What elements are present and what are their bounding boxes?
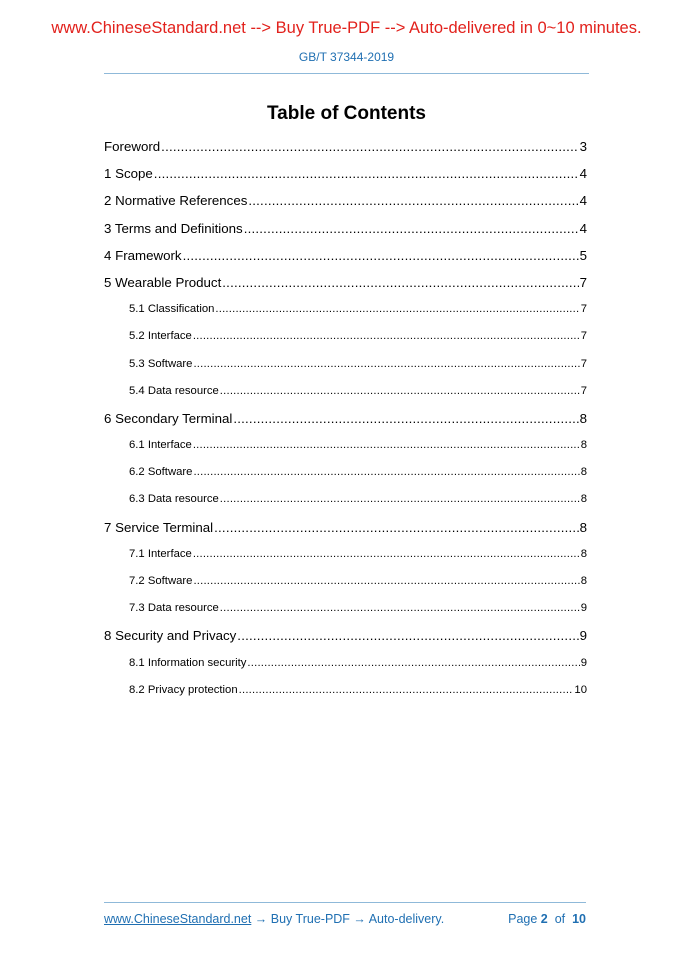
toc-dot-leader [214,514,578,541]
footer-purchase-link[interactable] [104,912,444,926]
toc-entry-label[interactable]: 8.2 Privacy protection [129,683,238,696]
toc-dot-leader [244,215,579,242]
toc-entry-label[interactable]: 5 Wearable Product [104,274,222,290]
toc-entry-label[interactable]: 6.3 Data resource [129,493,219,506]
toc-dot-leader [183,242,579,269]
toc-dot-leader [193,432,580,459]
toc-entry[interactable] [104,486,587,513]
toc-entry-label[interactable]: 5.4 Data resource [129,384,219,397]
toc-entry-label[interactable]: 6.2 Software [129,466,193,479]
toc-entry[interactable] [104,432,587,459]
toc-entry[interactable] [104,296,587,323]
toc-entry-page[interactable]: 8 [579,519,587,535]
toc-entry-page[interactable]: 4 [579,166,587,182]
toc-entry-label[interactable]: 5.2 Interface [129,330,192,343]
toc-entry-label[interactable]: 8 Security and Privacy [104,628,237,644]
toc-dot-leader [193,351,579,378]
toc-dot-leader [220,378,580,405]
toc-dot-leader [222,269,578,296]
toc-entry-page[interactable]: 8 [579,410,587,426]
toc-dot-leader [237,622,578,649]
toc-entry-label[interactable]: 3 Terms and Definitions [104,220,243,236]
toc-entry-label[interactable]: 6 Secondary Terminal [104,410,233,426]
toc-entry-page[interactable]: 8 [580,493,587,506]
toc-dot-leader [215,296,579,323]
toc-entry[interactable] [104,269,587,296]
toc-dot-leader [161,133,578,160]
toc-entry-page[interactable]: 8 [580,547,587,560]
document-code: GB/T 37344-2019 [298,50,395,64]
toc-entry-page[interactable]: 9 [579,628,587,644]
toc-entry[interactable] [104,622,587,649]
toc-dot-leader [239,677,574,704]
toc-entry-page[interactable]: 5 [579,247,587,263]
toc-entry-label[interactable]: 8.1 Information security [129,656,247,669]
toc-entry-page[interactable]: 8 [580,575,587,587]
toc-entry[interactable] [104,650,587,677]
toc-dot-leader [248,187,578,214]
toc-entry-label[interactable]: 4 Framework [104,247,182,263]
toc-dot-leader [220,486,580,513]
toc-entry[interactable] [104,568,587,595]
toc-entry[interactable] [104,351,587,378]
toc-entry-page[interactable]: 4 [579,220,587,236]
toc-entry-page[interactable]: 8 [580,466,587,479]
page-total: 10 [572,912,586,926]
toc-title: Table of Contents [266,103,427,124]
toc-entry-label[interactable]: 7 Service Terminal [104,519,214,535]
toc-entry[interactable] [104,187,587,214]
toc-dot-leader [154,160,579,187]
toc-entry[interactable] [104,677,587,704]
toc-entry[interactable] [104,133,587,160]
toc-dot-leader [247,650,579,677]
toc-entry-page[interactable]: 7 [580,303,587,316]
toc-entry[interactable] [104,323,587,350]
toc-entry-label[interactable]: 7.3 Data resource [129,602,219,615]
toc-entry[interactable] [104,242,587,269]
toc-entry-label[interactable]: Foreword [104,139,161,154]
page-of: of [554,912,566,926]
toc-entry-label[interactable]: 1 Scope [104,166,153,182]
toc-entry-page[interactable]: 7 [579,274,587,290]
header-rule [104,73,589,74]
toc-entry-label[interactable]: 5.1 Classification [129,303,215,316]
toc-entry-page[interactable]: 7 [580,330,587,343]
toc-entry-page[interactable]: 10 [574,683,587,696]
footer-rule [104,902,586,903]
toc-dot-leader [233,405,578,432]
toc-entry-page[interactable]: 3 [579,139,587,154]
toc-entry[interactable] [104,405,587,432]
page-word: Page [508,912,538,926]
toc-entry[interactable] [104,215,587,242]
toc-entry-label[interactable]: 7.2 Software [129,575,193,587]
toc-entry-label[interactable]: 7.1 Interface [129,547,192,560]
toc-entry-page[interactable]: 9 [580,656,587,669]
page-current: 2 [540,912,548,926]
footer-link-text[interactable]: → Buy True-PDF → Auto-delivery. [251,912,445,926]
toc-dot-leader [193,459,579,486]
toc-entry-page[interactable]: 4 [579,193,587,209]
toc-entry[interactable] [104,459,587,486]
toc-entry-page[interactable]: 9 [580,602,587,615]
toc-entry[interactable] [104,514,587,541]
toc-entry[interactable] [104,160,587,187]
toc-dot-leader [220,595,580,622]
toc-entry-page[interactable]: 8 [580,439,587,452]
top-banner[interactable]: www.ChineseStandard.net --> Buy True-PDF --> Auto-delivered in 0~10 minutes. [51,19,642,37]
footer-url[interactable]: www.ChineseStandard.net [104,912,252,926]
toc-entry[interactable] [104,595,587,622]
toc-entry-page[interactable]: 7 [580,357,587,370]
toc-dot-leader [193,541,580,568]
toc-dot-leader [193,568,579,595]
page-indicator [508,912,586,926]
toc-dot-leader [193,323,580,350]
toc-entry-page[interactable]: 7 [580,384,587,397]
toc-entry-label[interactable]: 2 Normative References [104,193,248,209]
toc-entry[interactable] [104,378,587,405]
toc-entry[interactable] [104,541,587,568]
toc-entry-label[interactable]: 6.1 Interface [129,439,192,452]
toc-entry-label[interactable]: 5.3 Software [129,357,193,370]
table-of-contents [104,133,587,704]
